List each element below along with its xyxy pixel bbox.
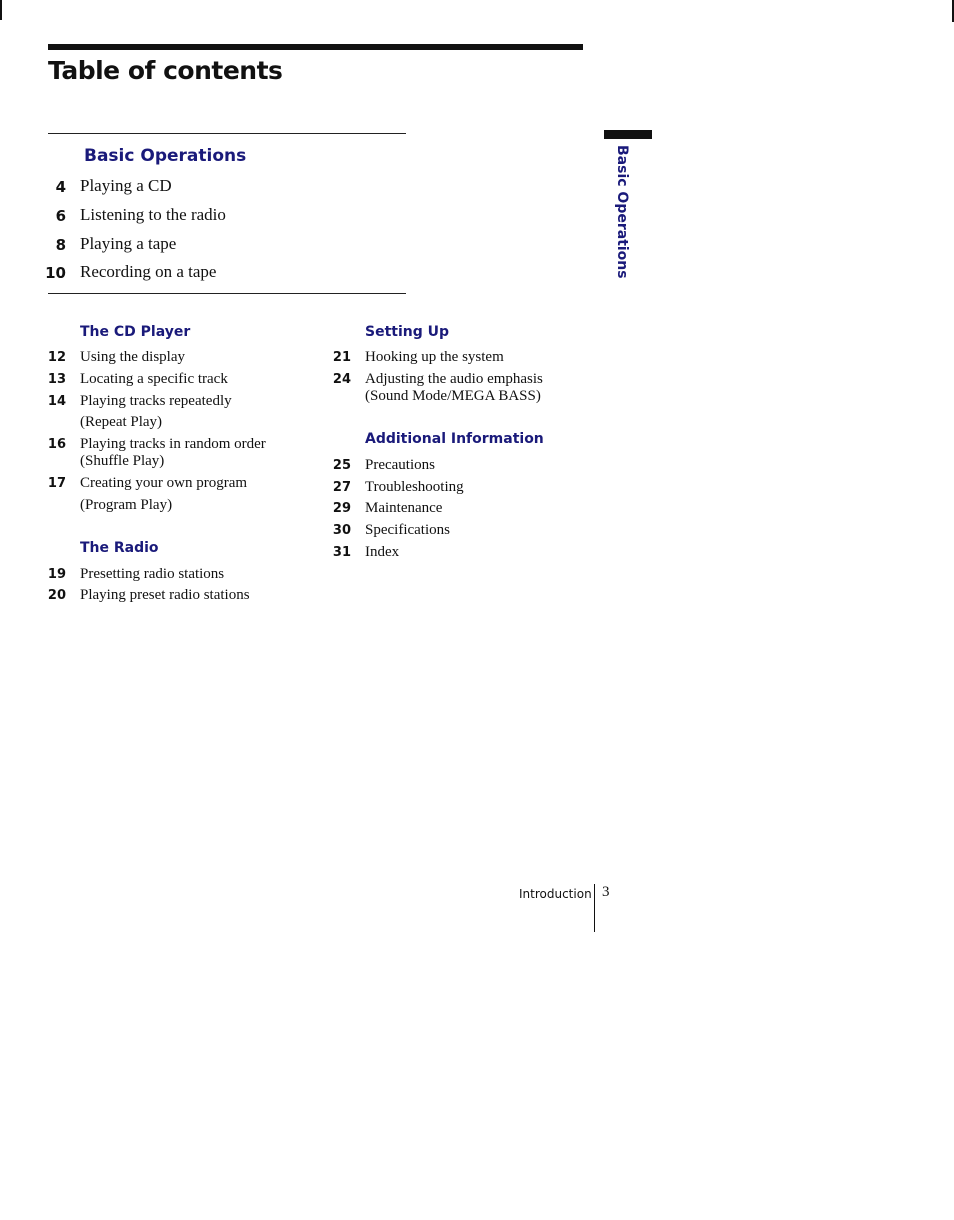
toc-page-number: 10 bbox=[45, 264, 66, 282]
radio-heading: The Radio bbox=[80, 540, 159, 556]
toc-entry-title: Playing preset radio stations bbox=[80, 587, 250, 603]
toc-entry-title: Playing tracks repeatedly bbox=[80, 393, 232, 409]
toc-page-number: 12 bbox=[47, 350, 66, 365]
additional-information-heading: Additional Information bbox=[365, 431, 544, 447]
toc-page-number: 14 bbox=[47, 394, 66, 409]
side-tab-label: Basic Operations bbox=[614, 145, 630, 279]
section-rule-top bbox=[48, 133, 406, 134]
toc-entry-title: Creating your own program bbox=[80, 475, 248, 491]
toc-entry-title: Playing tracks in random order bbox=[80, 436, 266, 452]
toc-entry-title: Presetting radio stations bbox=[80, 566, 225, 582]
toc-entry-title: Listening to the radio bbox=[80, 205, 226, 224]
toc-entry-title: Hooking up the system bbox=[365, 349, 504, 365]
footer-divider bbox=[594, 884, 595, 932]
toc-page-number: 19 bbox=[47, 567, 66, 582]
toc-entry-subtitle: (Repeat Play) bbox=[80, 414, 163, 430]
toc-page-number: 4 bbox=[55, 178, 66, 196]
toc-page-number: 20 bbox=[47, 588, 66, 603]
toc-entry-title: Precautions bbox=[365, 457, 435, 473]
page-title: Table of contents bbox=[48, 56, 283, 85]
toc-entry-title: Index bbox=[365, 544, 400, 560]
toc-entry-title: Playing a CD bbox=[80, 176, 172, 195]
page-edge-mark bbox=[0, 0, 2, 20]
toc-page-number: 6 bbox=[55, 207, 66, 225]
toc-entry-title: Locating a specific track bbox=[80, 371, 228, 387]
toc-page-number: 24 bbox=[332, 372, 351, 387]
toc-page-number: 31 bbox=[332, 545, 351, 560]
toc-entry-subtitle: (Shuffle Play) bbox=[80, 453, 165, 469]
toc-page-number: 13 bbox=[47, 372, 66, 387]
footer-page-number: 3 bbox=[602, 884, 610, 900]
basic-operations-heading: Basic Operations bbox=[84, 146, 247, 166]
toc-page-number: 27 bbox=[332, 480, 351, 495]
toc-page-number: 30 bbox=[332, 523, 351, 538]
toc-page-number: 8 bbox=[55, 236, 66, 254]
footer-section-label: Introduction bbox=[519, 887, 592, 901]
toc-entry-title: Using the display bbox=[80, 349, 185, 365]
title-rule bbox=[48, 44, 583, 50]
toc-entry-subtitle: (Sound Mode/MEGA BASS) bbox=[365, 388, 541, 404]
toc-page-number: 17 bbox=[47, 476, 66, 491]
cd-player-heading: The CD Player bbox=[80, 324, 191, 340]
toc-page-number: 29 bbox=[332, 501, 351, 516]
toc-entry-subtitle: (Program Play) bbox=[80, 497, 173, 513]
toc-entry-title: Maintenance bbox=[365, 500, 443, 516]
toc-entry-title: Adjusting the audio emphasis bbox=[365, 371, 543, 387]
toc-page-number: 25 bbox=[332, 458, 351, 473]
side-tab-bar bbox=[604, 130, 652, 139]
toc-page-number: 21 bbox=[332, 350, 351, 365]
toc-entry-title: Troubleshooting bbox=[365, 479, 464, 495]
toc-page-number: 16 bbox=[47, 437, 66, 452]
toc-entry-title: Playing a tape bbox=[80, 234, 177, 253]
toc-entry-title: Recording on a tape bbox=[80, 262, 217, 281]
toc-entry-title: Specifications bbox=[365, 522, 450, 538]
section-rule-bottom bbox=[48, 293, 406, 294]
setting-up-heading: Setting Up bbox=[365, 324, 450, 340]
